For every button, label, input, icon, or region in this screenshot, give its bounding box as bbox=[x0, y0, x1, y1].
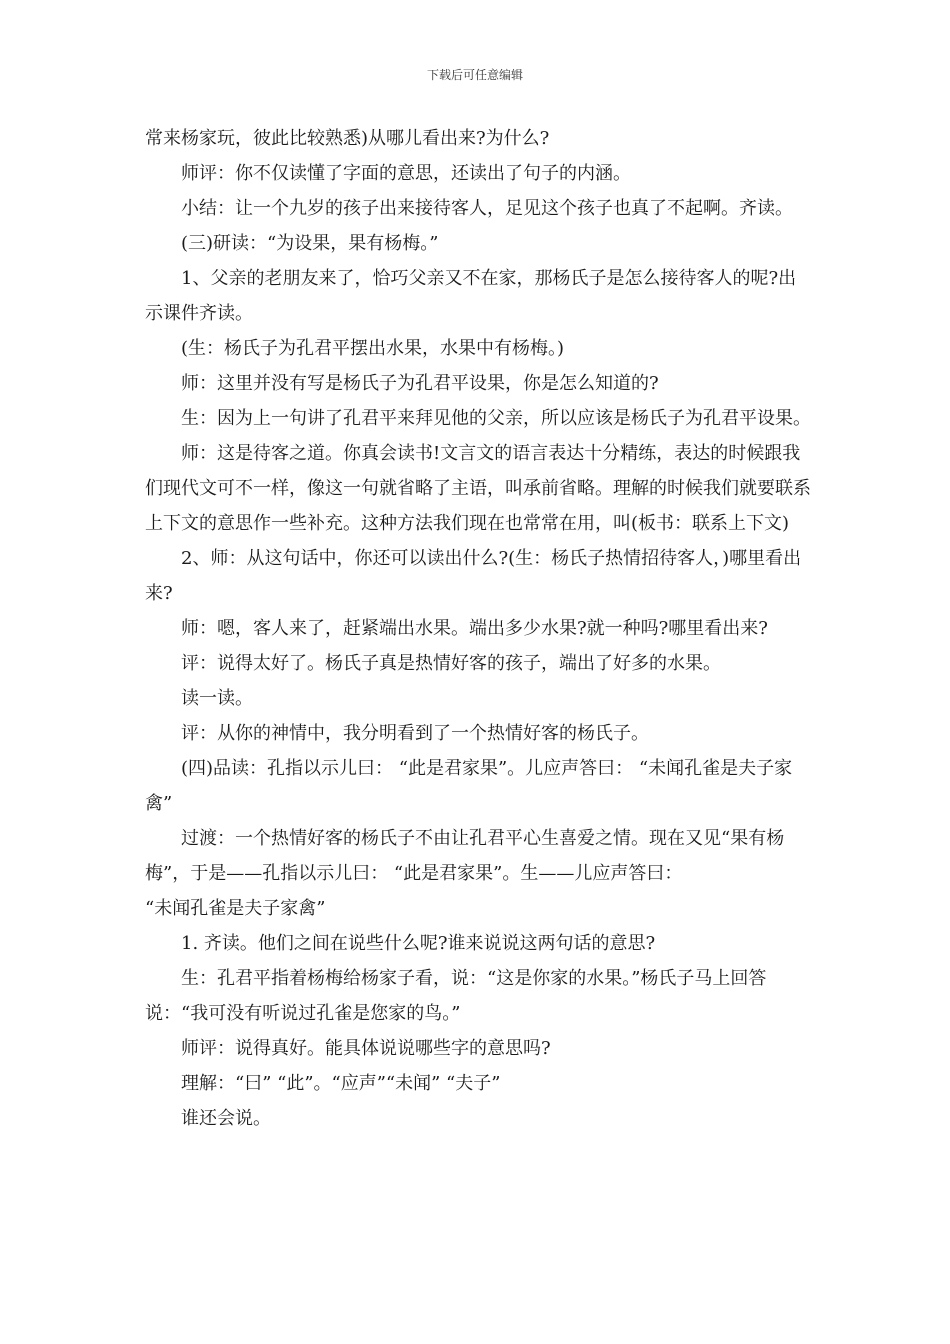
paragraph: 小结：让一个九岁的孩子出来接待客人，足见这个孩子也真了不起啊。齐读。 bbox=[181, 198, 793, 219]
paragraph: (生：杨氏子为孔君平摆出水果，水果中有杨梅。) bbox=[181, 338, 565, 359]
paragraph: 2、师：从这句话中，你还可以读出什么?(生：杨氏子热情招待客人，)哪里看出来? bbox=[145, 548, 802, 604]
paragraph: (三)研读：“为设果，果有杨梅。” bbox=[181, 233, 439, 254]
paragraph: 师：这里并没有写是杨氏子为孔君平设果，你是怎么知道的? bbox=[181, 373, 659, 394]
paragraph: 师评：说得真好。能具体说说哪些字的意思吗? bbox=[181, 1038, 551, 1059]
paragraph: 生：孔君平指着杨梅给杨家子看，说：“这是你家的水果。”杨氏子马上回答说：“我可没有听说过孔雀是您家的鸟。” bbox=[145, 968, 767, 1024]
paragraph: 常来杨家玩，彼此比较熟悉)从哪儿看出来?为什么? bbox=[145, 128, 550, 149]
paragraph: 师：这是待客之道。你真会读书!文言文的语言表达十分精练，表达的时候跟我们现代文可不一样，像这一句就省略了主语，叫承前省略。理解的时候我们就要联系上下文的意思作一些补充。这种方法我们现在也常常在用，叫(板书：联系上下文) bbox=[145, 443, 811, 534]
paragraph: 1. 齐读。他们之间在说些什么呢?谁来说说这两句话的意思? bbox=[181, 933, 656, 954]
paragraph: 理解：“曰” “此”。“应声”“未闻” “夫子” bbox=[181, 1073, 501, 1094]
paragraph: 生：因为上一句讲了孔君平来拜见他的父亲，所以应该是杨氏子为孔君平设果。 bbox=[181, 408, 811, 429]
paragraph: 谁还会说。 bbox=[181, 1108, 271, 1129]
document-body bbox=[145, 121, 813, 1136]
paragraph: “未闻孔雀是夫子家禽” bbox=[145, 898, 326, 919]
page-header: 下载后可任意编辑 bbox=[426, 68, 523, 82]
paragraph: 过渡：一个热情好客的杨氏子不由让孔君平心生喜爱之情。现在又见“果有杨梅”，于是——孔指以示儿曰： “此是君家果”。生——儿应声答曰： bbox=[145, 828, 785, 884]
paragraph: 评：说得太好了。杨氏子真是热情好客的孩子，端出了好多的水果。 bbox=[181, 653, 721, 674]
paragraph: 师：嗯，客人来了，赶紧端出水果。端出多少水果?就一种吗?哪里看出来? bbox=[181, 618, 768, 639]
paragraph: (四)品读：孔指以示儿曰： “此是君家果”。儿应声答曰： “未闻孔雀是夫子家禽” bbox=[145, 758, 793, 814]
paragraph: 师评：你不仅读懂了字面的意思，还读出了句子的内涵。 bbox=[181, 163, 631, 184]
paragraph: 评：从你的神情中，我分明看到了一个热情好客的杨氏子。 bbox=[181, 723, 649, 744]
paragraph: 1、父亲的老朋友来了，恰巧父亲又不在家，那杨氏子是怎么接待客人的呢?出示课件齐读。 bbox=[145, 268, 797, 324]
paragraph: 读一读。 bbox=[181, 688, 253, 709]
